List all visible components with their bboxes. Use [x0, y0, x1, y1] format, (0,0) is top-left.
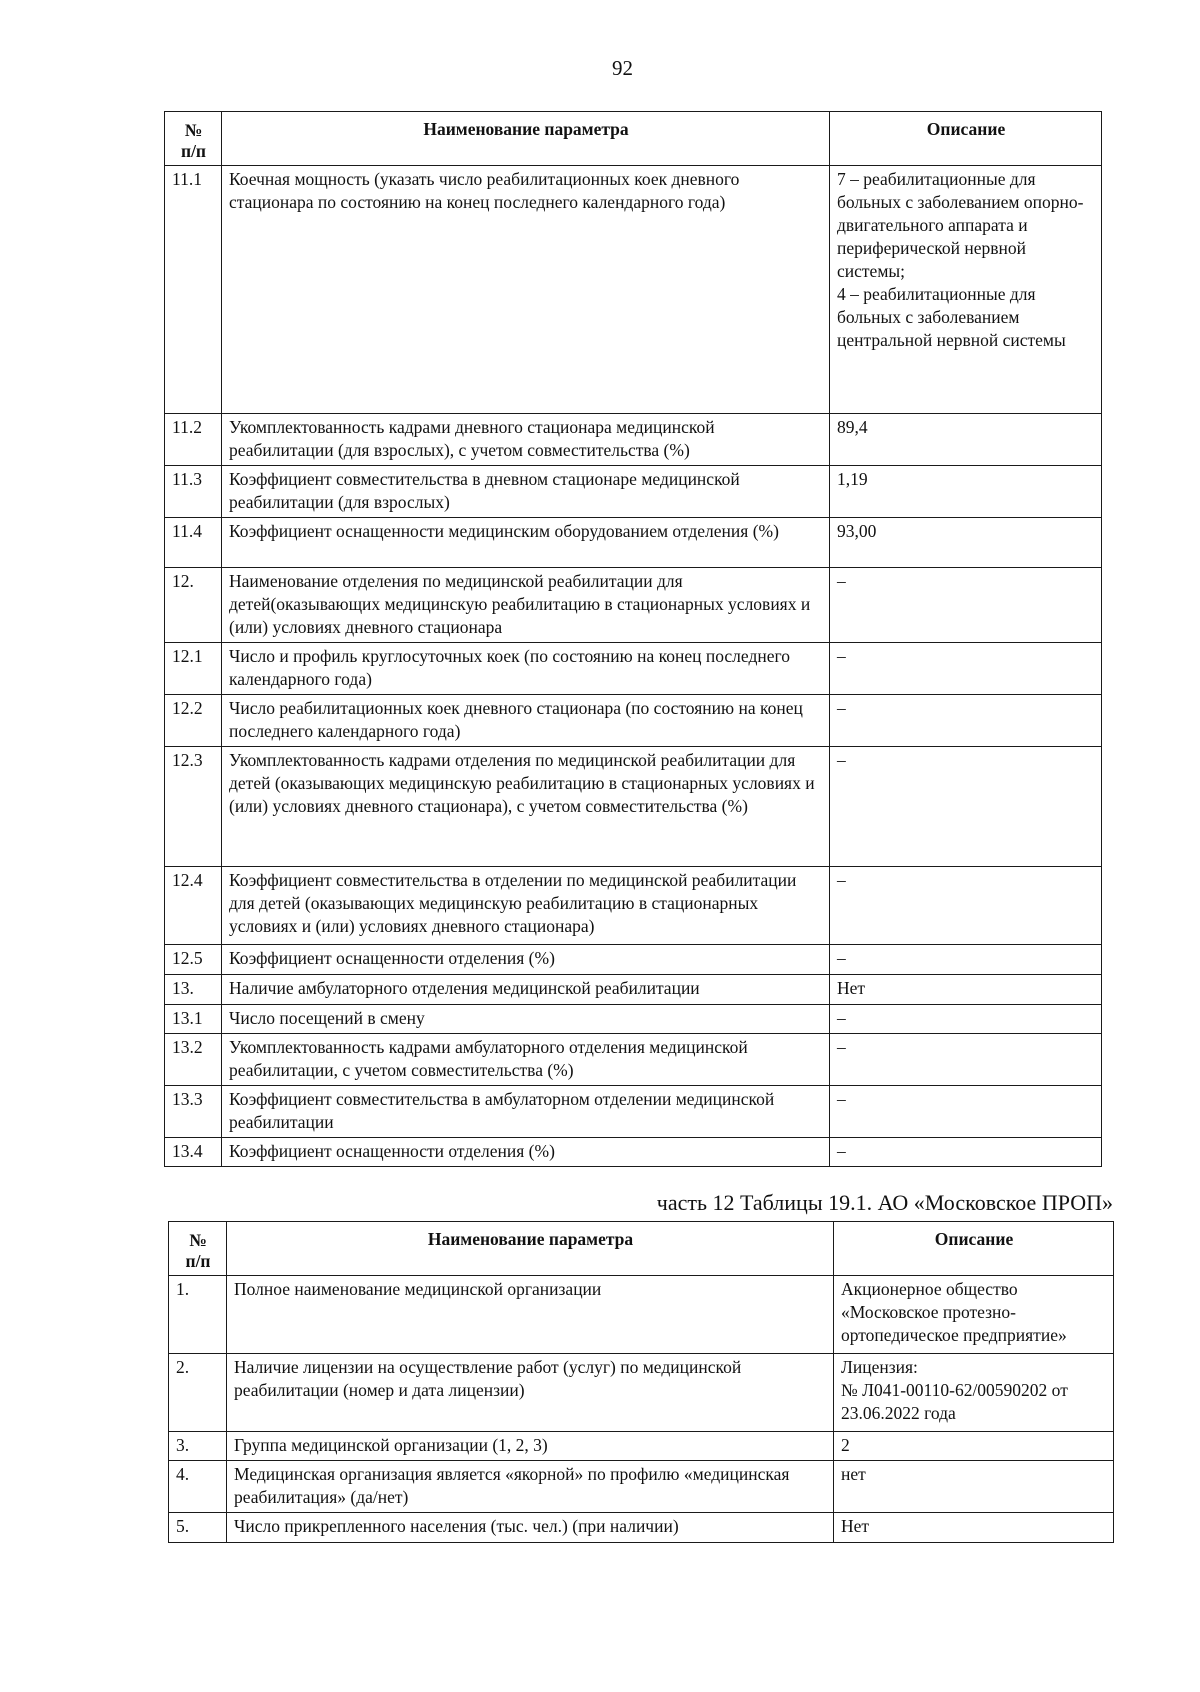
- row-number: 11.1: [165, 166, 222, 414]
- table-row: [165, 747, 1102, 867]
- table-row: [165, 414, 1102, 466]
- row-parameter: Число реабилитационных коек дневного стационара (по состоянию на конец последнего календарного года): [222, 695, 830, 747]
- row-number: 12.: [165, 568, 222, 643]
- row-number: 5.: [169, 1513, 227, 1543]
- row-description: 93,00: [830, 518, 1102, 568]
- parameters-table-part-12: [168, 1221, 1114, 1543]
- row-number: 12.5: [165, 945, 222, 975]
- table-row: [165, 867, 1102, 945]
- table-row: [165, 945, 1102, 975]
- row-description: –: [830, 695, 1102, 747]
- table-row: [165, 466, 1102, 518]
- row-parameter: Полное наименование медицинской организации: [227, 1276, 834, 1354]
- header-number-pp: п/п: [180, 141, 207, 161]
- header-description: Описание: [830, 112, 1102, 166]
- row-parameter: Число прикрепленного населения (тыс. чел.) (при наличии): [227, 1513, 834, 1543]
- table-row: [165, 1138, 1102, 1167]
- page-number: 92: [612, 56, 633, 80]
- row-number: 12.4: [165, 867, 222, 945]
- row-number: 13.1: [165, 1005, 222, 1034]
- row-number: 13.2: [165, 1034, 222, 1086]
- table-row: [165, 518, 1102, 568]
- row-parameter: Коэффициент совместительства в амбулаторном отделении медицинской реабилитации: [222, 1086, 830, 1138]
- row-description: 2: [834, 1432, 1114, 1461]
- header-description: Описание: [834, 1222, 1114, 1276]
- row-description: Лицензия: № Л041-00110-62/00590202 от 23.06.2022 года: [834, 1354, 1114, 1432]
- row-parameter: Медицинская организация является «якорной» по профилю «медицинская реабилитация» (да/нет): [227, 1461, 834, 1513]
- row-description: Акционерное общество «Московское протезно-ортопедическое предприятие»: [834, 1276, 1114, 1354]
- row-description: –: [830, 643, 1102, 695]
- row-number: 12.3: [165, 747, 222, 867]
- row-description: 1,19: [830, 466, 1102, 518]
- row-parameter: Наименование отделения по медицинской реабилитации для детей(оказывающих медицинскую реабилитацию в стационарных условиях и (или) условиях дневного стационара: [222, 568, 830, 643]
- table-caption: часть 12 Таблицы 19.1. АО «Московское ПРОП»: [656, 1190, 1113, 1215]
- table-row: [169, 1432, 1114, 1461]
- row-number: 4.: [169, 1461, 227, 1513]
- table-row: [165, 1005, 1102, 1034]
- header-number-sign: №: [184, 120, 203, 140]
- table-header-row: [169, 1222, 1114, 1276]
- row-number: 13.4: [165, 1138, 222, 1167]
- row-description: –: [830, 1138, 1102, 1167]
- row-parameter: Коэффициент оснащенности медицинским оборудованием отделения (%): [222, 518, 830, 568]
- row-parameter: Коэффициент оснащенности отделения (%): [222, 1138, 830, 1167]
- row-description: –: [830, 867, 1102, 945]
- row-parameter: Наличие лицензии на осуществление работ (услуг) по медицинской реабилитации (номер и дата лицензии): [227, 1354, 834, 1432]
- row-parameter: Число и профиль круглосуточных коек (по состоянию на конец последнего календарного года): [222, 643, 830, 695]
- row-parameter: Коэффициент совместительства в отделении по медицинской реабилитации для детей (оказывающих медицинскую реабилитацию в стационарных условиях и (или) условиях дневного стационара): [222, 867, 830, 945]
- table-row: [165, 568, 1102, 643]
- row-number: 1.: [169, 1276, 227, 1354]
- row-description: 7 – реабилитационные для больных с заболеванием опорно-двигательного аппарата и периферической нервной системы; 4 – реабилитационные для больных с заболеванием центральной нервной системы: [830, 166, 1102, 414]
- row-parameter: Число посещений в смену: [222, 1005, 830, 1034]
- table-row: [169, 1513, 1114, 1543]
- row-description: Нет: [830, 975, 1102, 1005]
- header-number: [169, 1222, 227, 1276]
- row-number: 11.2: [165, 414, 222, 466]
- row-parameter: Коэффициент совместительства в дневном стационаре медицинской реабилитации (для взрослых): [222, 466, 830, 518]
- table-row: [165, 695, 1102, 747]
- table-row: [165, 166, 1102, 414]
- parameters-table-part-11: [164, 111, 1102, 1167]
- header-number-sign: №: [189, 1230, 207, 1250]
- row-number: 12.2: [165, 695, 222, 747]
- row-description: –: [830, 568, 1102, 643]
- header-number-pp: п/п: [185, 1251, 211, 1271]
- table-row: [169, 1461, 1114, 1513]
- row-parameter: Укомплектованность кадрами дневного стационара медицинской реабилитации (для взрослых), с учетом совместительства (%): [222, 414, 830, 466]
- row-description: нет: [834, 1461, 1114, 1513]
- header-number: [165, 112, 222, 166]
- row-number: 13.: [165, 975, 222, 1005]
- row-number: 3.: [169, 1432, 227, 1461]
- row-parameter: Укомплектованность кадрами амбулаторного отделения медицинской реабилитации, с учетом совместительства (%): [222, 1034, 830, 1086]
- table-header-row: [165, 112, 1102, 166]
- row-number: 12.1: [165, 643, 222, 695]
- row-description: –: [830, 1005, 1102, 1034]
- row-number: 13.3: [165, 1086, 222, 1138]
- row-parameter: Укомплектованность кадрами отделения по медицинской реабилитации для детей (оказывающих медицинскую реабилитацию в стационарных условиях и (или) условиях дневного стационара), с учетом совместительства (%): [222, 747, 830, 867]
- row-parameter: Группа медицинской организации (1, 2, 3): [227, 1432, 834, 1461]
- row-description: –: [830, 1034, 1102, 1086]
- table-row: [165, 975, 1102, 1005]
- row-number: 11.3: [165, 466, 222, 518]
- row-description: Нет: [834, 1513, 1114, 1543]
- row-description: 89,4: [830, 414, 1102, 466]
- row-parameter: Наличие амбулаторного отделения медицинской реабилитации: [222, 975, 830, 1005]
- row-description: –: [830, 1086, 1102, 1138]
- row-number: 11.4: [165, 518, 222, 568]
- row-number: 2.: [169, 1354, 227, 1432]
- header-parameter: Наименование параметра: [222, 112, 830, 166]
- table-row: [169, 1276, 1114, 1354]
- table-row: [169, 1354, 1114, 1432]
- row-description: –: [830, 945, 1102, 975]
- row-description: –: [830, 747, 1102, 867]
- table-row: [165, 1034, 1102, 1086]
- table-row: [165, 643, 1102, 695]
- row-parameter: Коечная мощность (указать число реабилитационных коек дневного стационара по состоянию на конец последнего календарного года): [222, 166, 830, 414]
- row-parameter: Коэффициент оснащенности отделения (%): [222, 945, 830, 975]
- table-row: [165, 1086, 1102, 1138]
- header-parameter: Наименование параметра: [227, 1222, 834, 1276]
